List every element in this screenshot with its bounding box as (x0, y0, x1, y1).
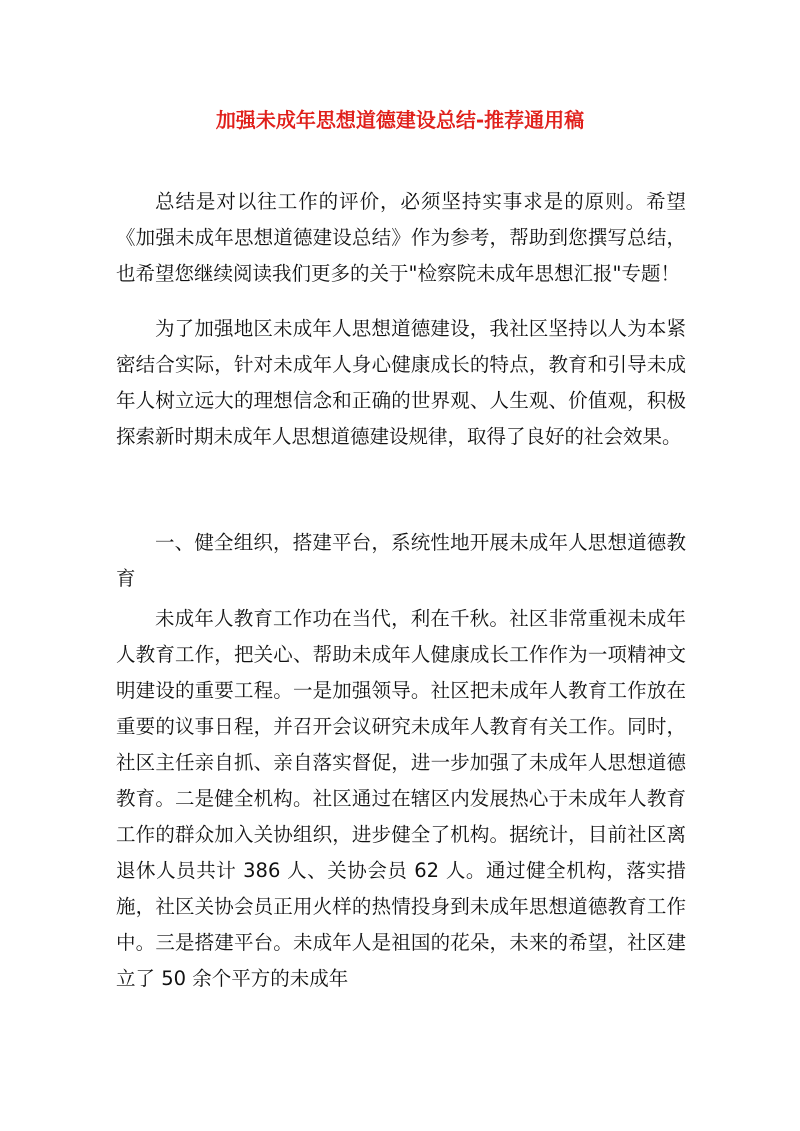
document-title: 加强未成年思想道德建设总结-推荐通用稿 (215, 108, 585, 132)
section-heading: 一、健全组织，搭建平台，系统性地开展未成年人思想道德教育 (116, 531, 686, 590)
overview-paragraph: 为了加强地区未成年人思想道德建设，我社区坚持以人为本紧密结合实际，针对未成年人身心健康成长的特点，教育和引导未成年人树立远大的理想信念和正确的世界观、人生观、价值观，积极探索新时期未成年人思想道德建设规律，取得了良好的社会效果。 (116, 317, 686, 448)
section-body-paragraph: 未成年人教育工作功在当代，利在千秋。社区非常重视未成年人教育工作，把关心、帮助未成年人健康成长工作作为一项精神文明建设的重要工程。一是加强领导。社区把未成年人教育工作放在重要的议事日程，并召开会议研究未成年人教育有关工作。同时，社区主任亲自抓、亲自落实督促，进一步加强了未成年人思想道德教育。二是健全机构。社区通过在辖区内发展热心于未成年人教育工作的群众加入关协组织，进步健全了机构。据统计，目前社区离退休人员共计 386 人、关协会员 62 人。通过健全机构，落实措施，社区关协会员正用火样的热情投身到未成年思想道德教育工作中。三是搭建平台。未成年人是祖国的花朵，未来的希望，社区建立了 50 余个平方的未成年 (116, 607, 686, 990)
intro-paragraph: 总结是对以往工作的评价，必须坚持实事求是的原则。希望《加强未成年思想道德建设总结》作为参考，帮助到您撰写总结，也希望您继续阅读我们更多的关于"检察院未成年思想汇报"专题！ (116, 190, 686, 285)
